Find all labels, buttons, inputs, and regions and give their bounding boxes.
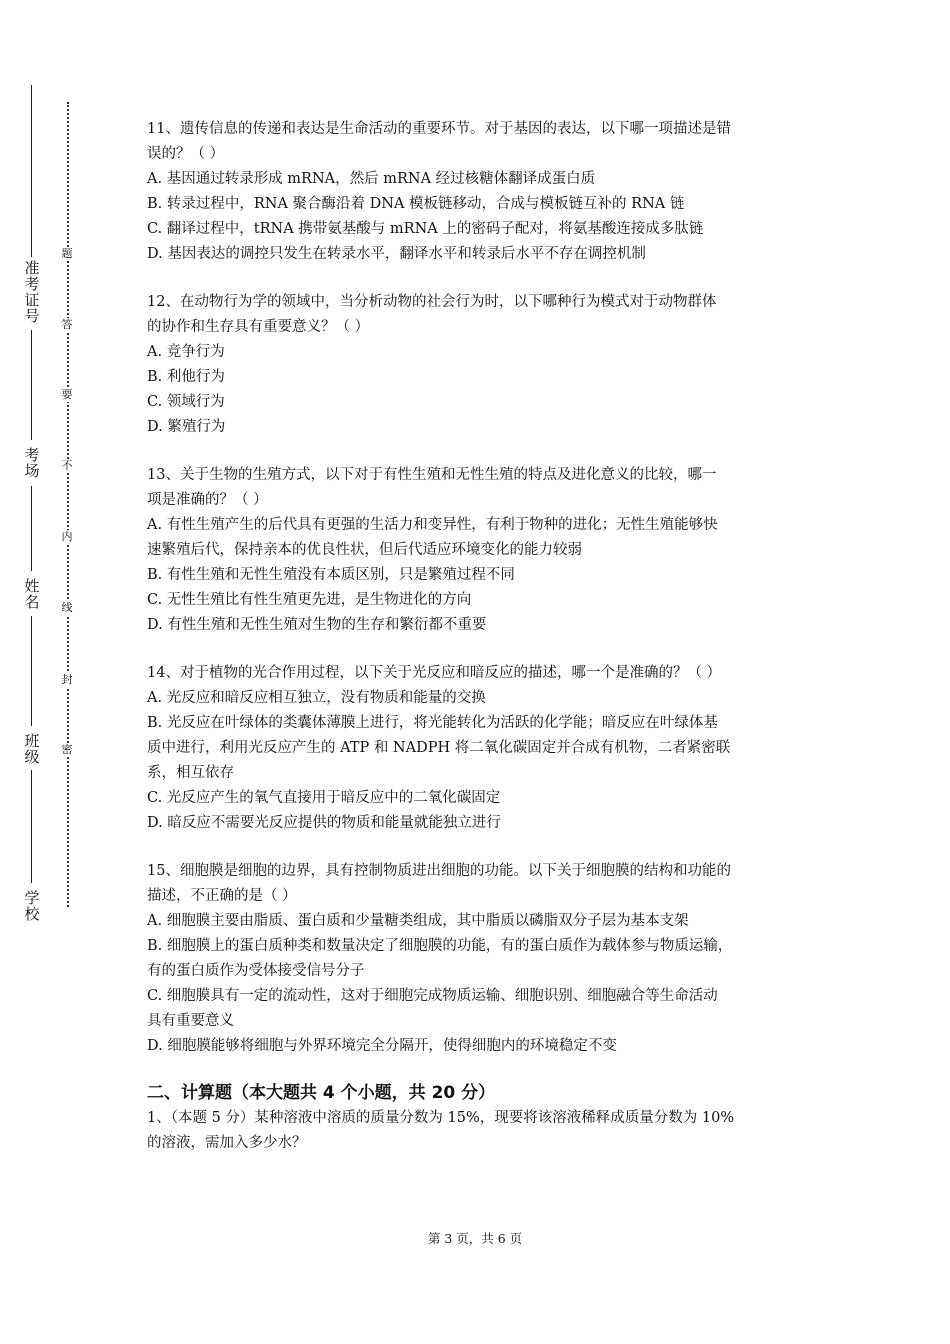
binding-dot-char: 线	[61, 601, 73, 614]
page-footer: 第 3 页，共 6 页	[427, 1231, 523, 1246]
option-b: B. 有性生殖和无性生殖没有本质区别，只是繁殖过程不同	[147, 567, 515, 583]
option-b: 有的蛋白质作为受体接受信号分子	[147, 963, 365, 979]
option-b: B. 转录过程中，RNA 聚合酶沿着 DNA 模板链移动，合成与模板链互补的 RNA 链	[147, 196, 685, 212]
option-d: D. 基因表达的调控只发生在转录水平，翻译水平和转录后水平不存在调控机制	[147, 246, 646, 262]
binding-line	[31, 85, 32, 257]
question-stem: 12、在动物行为学的领域中，当分析动物的社会行为时，以下哪种行为模式对于动物群体	[147, 294, 717, 310]
section-title: 二、计算题（本大题共 4 个小题，共 20 分）	[147, 1083, 496, 1103]
calc-problem-1: 的溶液，需加入多少水？	[147, 1135, 307, 1151]
binding-dot-char: 密	[61, 743, 73, 756]
binding-line	[31, 616, 32, 726]
binding-dot-char: 题	[61, 247, 73, 260]
binding-line	[31, 486, 32, 571]
option-b: B. 光反应在叶绿体的类囊体薄膜上进行，将光能转化为活跃的化学能；暗反应在叶绿体基	[147, 715, 718, 731]
option-d: D. 暗反应不需要光反应提供的物质和能量就能独立进行	[147, 815, 501, 831]
option-c: C. 细胞膜具有一定的流动性，这对于细胞完成物质运输、细胞识别、细胞融合等生命活动	[147, 988, 718, 1004]
binding-dot-char: 不	[61, 459, 73, 472]
option-a: A. 细胞膜主要由脂质、蛋白质和少量糖类组成，其中脂质以磷脂双分子层为基本支架	[147, 913, 689, 929]
question-11	[147, 117, 812, 267]
question-stem: 的协作和生存具有重要意义？（ ）	[147, 319, 370, 335]
option-c: C. 领域行为	[147, 394, 225, 410]
calc-problem-1: 1、（本题 5 分）某种溶液中溶质的质量分数为 15%，现要将该溶液稀释成质量分数为 10%	[147, 1110, 735, 1126]
binding-label-school: 学 校	[24, 889, 40, 923]
question-stem: 描述，不正确的是（ ）	[147, 888, 297, 904]
question-12	[147, 290, 812, 440]
question-stem: 项是准确的？（ ）	[147, 492, 268, 508]
option-c: C. 无性生殖比有性生殖更先进，是生物进化的方向	[147, 592, 472, 608]
binding-line	[31, 330, 32, 440]
option-c: C. 翻译过程中，tRNA 携带氨基酸与 mRNA 上的密码子配对，将氨基酸连接成多肽链	[147, 221, 704, 237]
question-stem: 15、细胞膜是细胞的边界，具有控制物质进出细胞的功能。以下关于细胞膜的结构和功能的	[147, 863, 731, 879]
question-15	[147, 859, 812, 1059]
option-b: B. 利他行为	[147, 369, 225, 385]
binding-dot-char: 封	[61, 673, 73, 686]
option-d: D. 有性生殖和无性生殖对生物的生存和繁衍都不重要	[147, 617, 487, 633]
option-c: 具有重要意义	[147, 1013, 234, 1029]
option-b: 系，相互依存	[147, 765, 234, 781]
option-a: 速繁殖后代，保持亲本的优良性状，但后代适应环境变化的能力较弱	[147, 542, 582, 558]
binding-dotted-line	[67, 102, 69, 907]
option-d: D. 繁殖行为	[147, 419, 226, 435]
question-stem: 14、对于植物的光合作用过程，以下关于光反应和暗反应的描述，哪一个是准确的？（ ）	[147, 665, 722, 681]
binding-label-name: 姓 名	[24, 577, 40, 611]
binding-dot-char: 内	[61, 530, 73, 543]
question-14	[147, 661, 812, 836]
binding-line	[31, 770, 32, 883]
question-stem: 11、遗传信息的传递和表达是生命活动的重要环节。对于基因的表达，以下哪一项描述是错	[147, 121, 731, 137]
option-a: A. 基因通过转录形成 mRNA，然后 mRNA 经过核糖体翻译成蛋白质	[147, 171, 596, 187]
binding-label-exam-room: 考 场	[24, 446, 40, 480]
binding-dot-char: 要	[61, 388, 73, 401]
binding-label-class: 班 级	[24, 732, 40, 766]
binding-label-exam-number: 准 考 证 号	[24, 259, 40, 325]
option-a: A. 竞争行为	[147, 344, 225, 360]
question-stem: 13、关于生物的生殖方式，以下对于有性生殖和无性生殖的特点及进化意义的比较，哪一	[147, 467, 717, 483]
question-13	[147, 463, 812, 638]
option-b: 质中进行，利用光反应产生的 ATP 和 NADPH 将二氧化碳固定并合成有机物，二者紧密联	[147, 740, 731, 756]
option-d: D. 细胞膜能够将细胞与外界环境完全分隔开，使得细胞内的环境稳定不变	[147, 1038, 617, 1054]
exam-content	[147, 117, 812, 1156]
binding-dot-char: 答	[61, 318, 73, 331]
question-stem: 误的？（ ）	[147, 146, 225, 162]
option-b: B. 细胞膜上的蛋白质种类和数量决定了细胞膜的功能，有的蛋白质作为载体参与物质运输，	[147, 938, 733, 954]
option-c: C. 光反应产生的氧气直接用于暗反应中的二氧化碳固定	[147, 790, 501, 806]
option-a: A. 有性生殖产生的后代具有更强的生活力和变异性，有利于物种的进化；无性生殖能够快	[147, 517, 718, 533]
option-a: A. 光反应和暗反应相互独立，没有物质和能量的交换	[147, 690, 486, 706]
binding-margin	[0, 0, 100, 1344]
